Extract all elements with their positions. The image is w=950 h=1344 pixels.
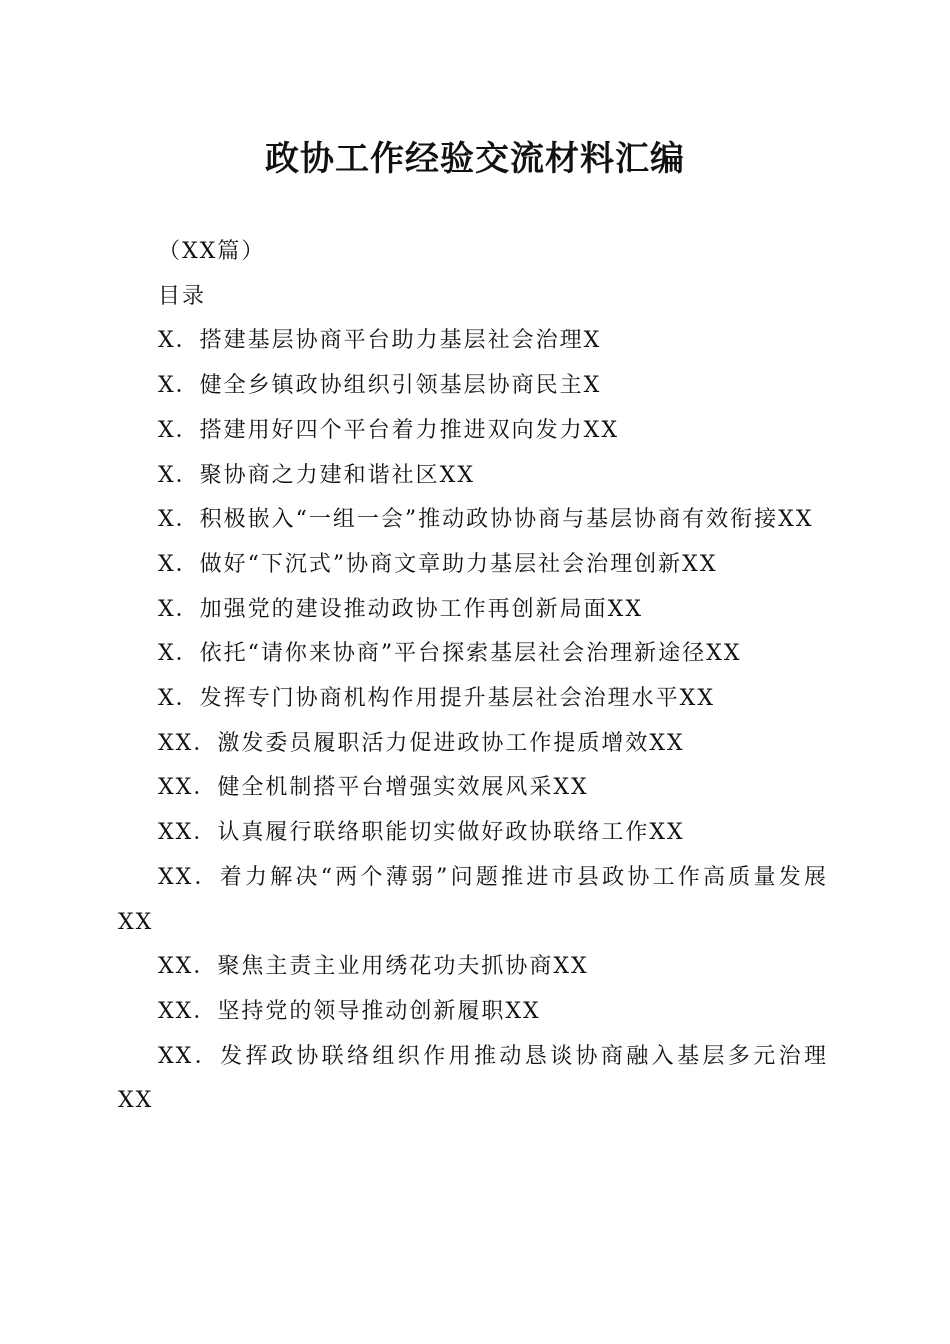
toc-item: X．健全乡镇政协组织引领基层协商民主X xyxy=(158,373,602,399)
toc-item: XX．健全机制搭平台增强实效展风采XX xyxy=(158,775,589,801)
toc-item: XX．着力解决“两个薄弱”问题推进市县政协工作高质量发展XX xyxy=(118,864,828,935)
document-subtitle: （XX篇） xyxy=(158,239,266,264)
toc-item: X．发挥专门协商机构作用提升基层社会治理水平XX xyxy=(158,686,715,712)
toc-item: X．加强党的建设推动政协工作再创新局面XX xyxy=(158,596,643,622)
toc-heading: 目录 xyxy=(158,283,207,309)
toc-item: X．依托“请你来协商”平台探索基层社会治理新途径XX xyxy=(158,641,742,667)
toc-item: X．搭建基层协商平台助力基层社会治理X xyxy=(158,328,602,354)
document-title: 政协工作经验交流材料汇编 xyxy=(265,139,685,179)
toc-item: XX．聚焦主责主业用绣花功夫抓协商XX xyxy=(158,954,589,980)
toc-item: X．聚协商之力建和谐社区XX xyxy=(158,462,475,488)
toc-item: XX．发挥政协联络组织作用推动恳谈协商融入基层多元治理XX xyxy=(118,1043,828,1114)
toc-item: X．搭建用好四个平台着力推进双向发力XX xyxy=(158,417,619,443)
toc-item: X．做好“下沉式”协商文章助力基层社会治理创新XX xyxy=(158,551,718,577)
document-body xyxy=(118,230,828,1124)
toc-item: XX．认真履行联络职能切实做好政协联络工作XX xyxy=(158,820,685,846)
toc-item: X．积极嵌入“一组一会”推动政协协商与基层协商有效衔接XX xyxy=(158,507,814,533)
toc-item: XX．坚持党的领导推动创新履职XX xyxy=(158,998,541,1024)
toc-item: XX．激发委员履职活力促进政协工作提质增效XX xyxy=(158,730,685,756)
